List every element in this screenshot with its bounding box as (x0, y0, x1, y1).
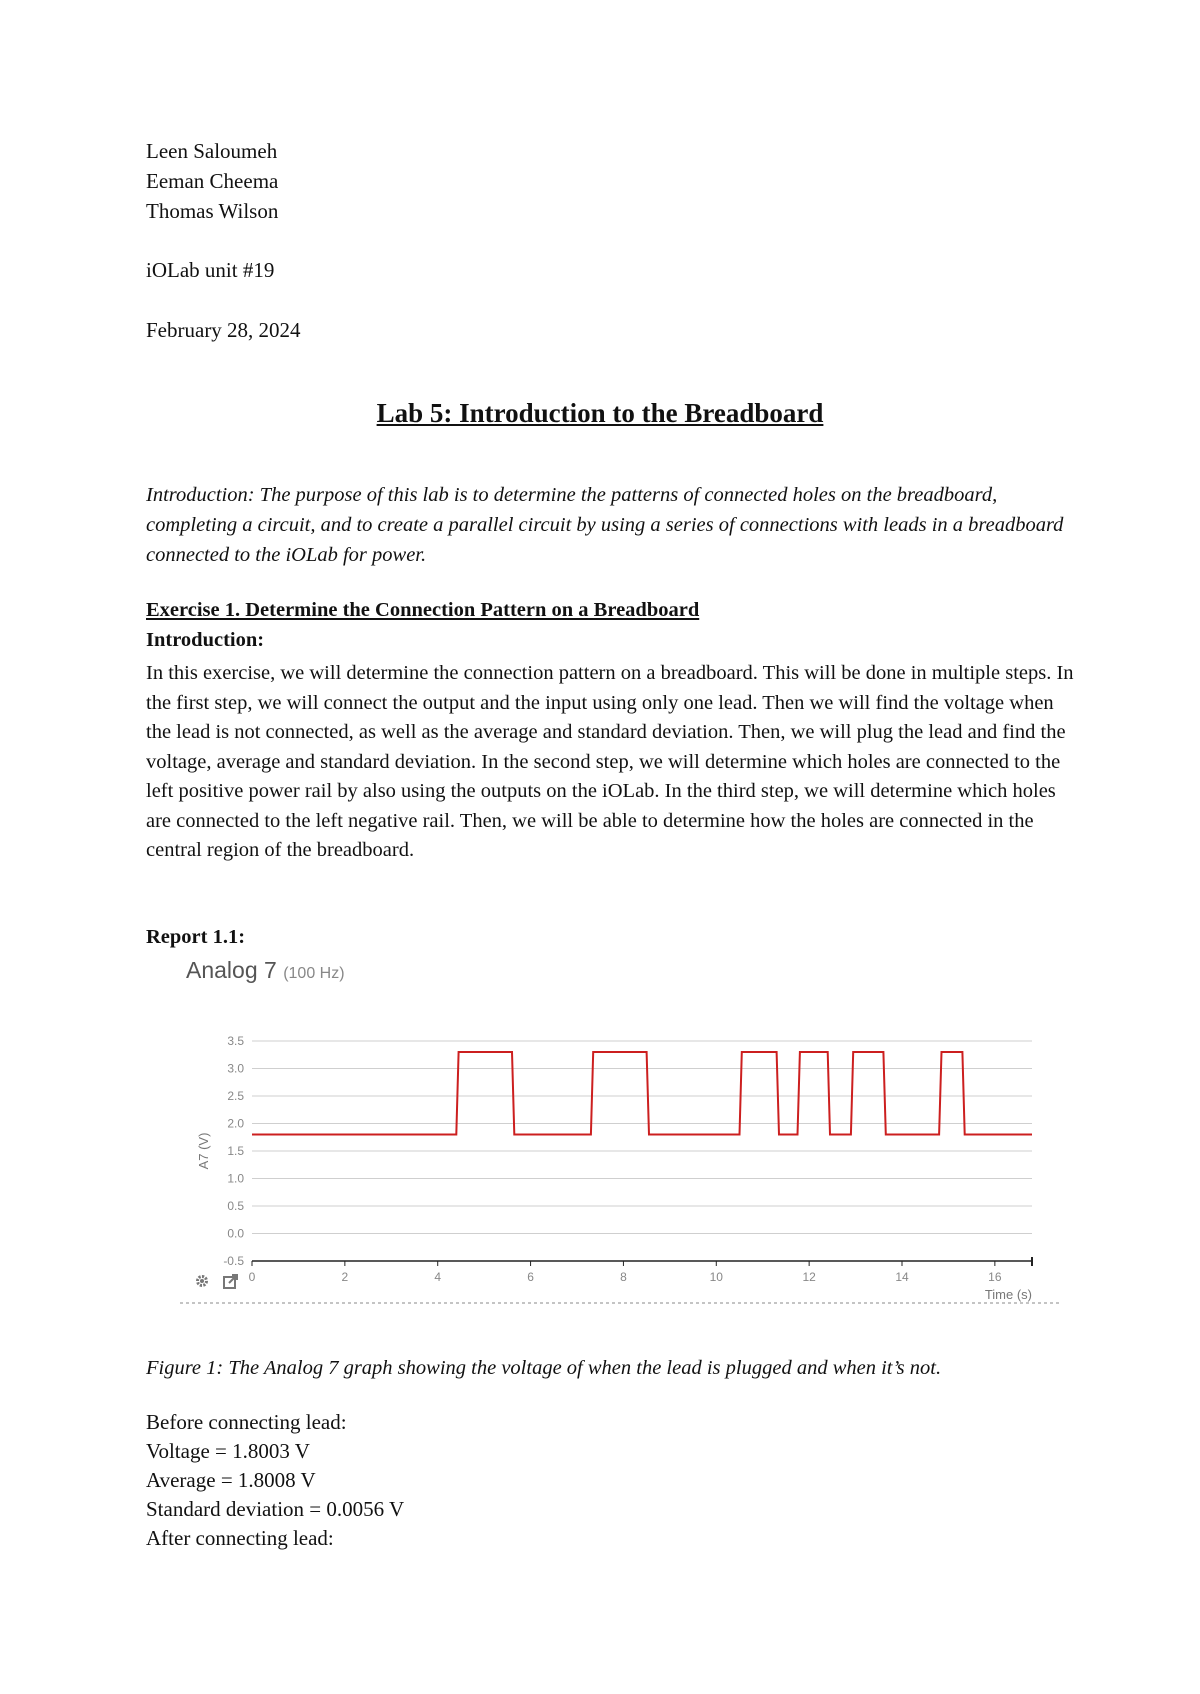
y-tick-label: 2.5 (227, 1089, 244, 1103)
author-name: Thomas Wilson (146, 199, 279, 223)
exercise-paragraph: In this exercise, we will determine the connection pattern on a breadboard. This will be done in multiple steps. In the first step, we will connect the output and the input using only one lead. Then we will find the voltage when the lead is not connected, as well as the average and standard deviation. Then, we will plug the lead and find the voltage, average and standard deviation. In the second step, we will determine which holes are connected to the left positive power rail by also using the outputs on the iOLab. In the third step, we will determine which holes are connected to the left negative rail. Then, we will be able to determine how the holes are connected in the central region of the breadboard. (146, 662, 1074, 861)
x-tick-label: 16 (988, 1270, 1002, 1284)
external-link-icon[interactable] (224, 1275, 237, 1288)
chart-title (186, 957, 345, 984)
report-label: Report 1.1: (146, 926, 246, 948)
author-name: Eeman Cheema (146, 169, 279, 193)
author-name: Leen Saloumeh (146, 139, 278, 163)
x-tick-label: 8 (620, 1270, 627, 1284)
unit-number: iOLab unit #19 (146, 258, 275, 282)
results-std: Standard deviation = 0.0056 V (146, 1497, 405, 1521)
x-tick-label: 0 (248, 1270, 256, 1284)
y-tick-label: -0.5 (223, 1254, 244, 1268)
x-tick-label: 12 (802, 1270, 816, 1284)
page-title: Lab 5: Introduction to the Breadboard (376, 398, 824, 428)
results-after-label: After connecting lead: (146, 1526, 334, 1550)
results-before-label: Before connecting lead: (146, 1410, 347, 1434)
chart-title-text: Analog 7 (186, 957, 277, 983)
y-tick-label: 2.0 (227, 1116, 244, 1131)
chart-subtitle: (100 Hz) (283, 965, 345, 982)
x-tick-label: 10 (709, 1270, 723, 1284)
y-tick-label: 0.5 (227, 1199, 244, 1213)
y-tick-label: 3.0 (227, 1061, 244, 1076)
results-average: Average = 1.8008 V (146, 1468, 316, 1492)
y-tick-label: 3.5 (227, 1034, 244, 1048)
chart-plot (180, 955, 1060, 1315)
analog-chart (180, 955, 1060, 1315)
y-tick-label: 1.5 (227, 1144, 244, 1158)
x-tick-label: 4 (434, 1270, 442, 1284)
gear-icon[interactable] (198, 1277, 207, 1286)
exercise-heading: Exercise 1. Determine the Connection Pattern on a Breadboard (146, 599, 700, 621)
report-date: February 28, 2024 (146, 318, 301, 342)
x-tick-label: 2 (341, 1270, 349, 1284)
x-tick-label: 14 (895, 1270, 909, 1284)
y-tick-label: 1.0 (227, 1171, 244, 1186)
x-axis-label: Time (s) (984, 1287, 1032, 1302)
y-axis-label: A7 (V) (196, 1132, 211, 1170)
x-tick-label: 6 (527, 1270, 534, 1284)
y-tick-label: 0.0 (227, 1226, 244, 1241)
introduction-paragraph: Introduction: The purpose of this lab is to determine the patterns of connected holes on the breadboard, completing a circuit, and to create a parallel circuit by using a series of connections with leads in a breadboard connected to the iOLab for power. (146, 484, 1064, 566)
results-voltage: Voltage = 1.8003 V (146, 1439, 310, 1463)
series-line-a7 (252, 1052, 1032, 1135)
figure-caption: Figure 1: The Analog 7 graph showing the voltage of when the lead is plugged and when it’s not. (146, 1357, 942, 1379)
section-label: Introduction: (146, 629, 265, 651)
